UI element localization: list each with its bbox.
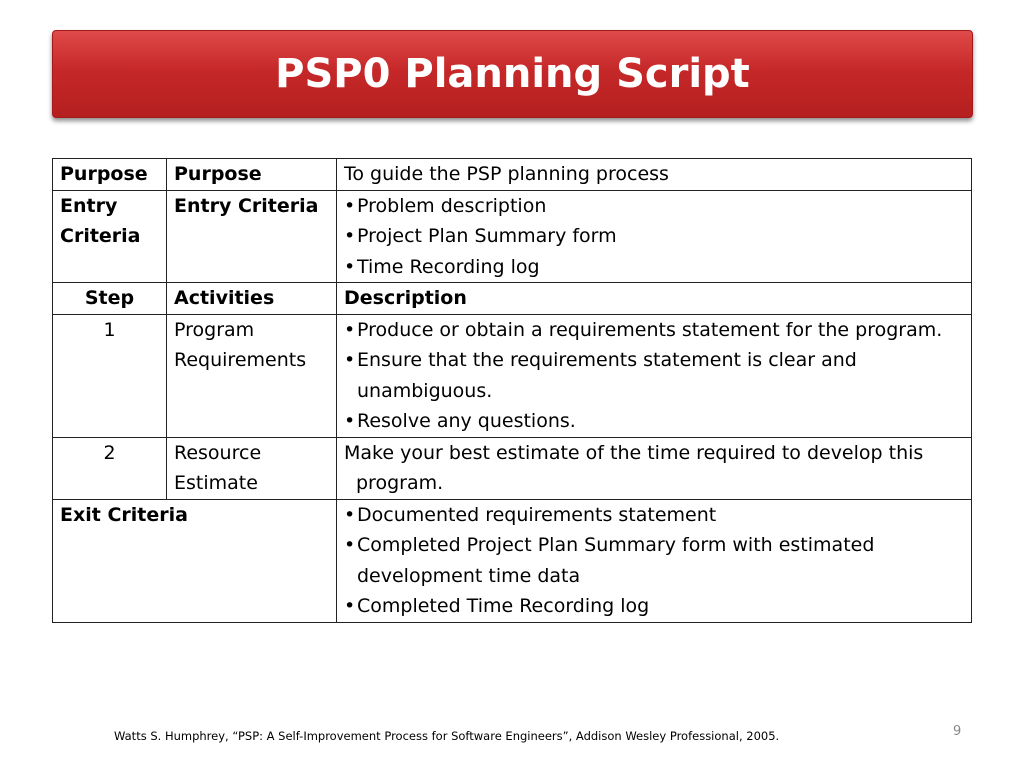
list-item: • Resolve any questions. [344, 406, 964, 437]
citation-footer: Watts S. Humphrey, “PSP: A Self-Improvement Process for Software Engineers”, Addison Wesley Professional, 2005. [114, 729, 780, 743]
exit-criteria-list [344, 500, 964, 622]
exit-criteria-label: Exit Criteria [53, 499, 337, 622]
planning-script-table [52, 158, 972, 623]
description-header: Description [337, 283, 972, 315]
step-description-text: Make your best estimate of the time required to develop this program. [344, 441, 924, 494]
slide-title: PSP0 Planning Script [275, 51, 750, 97]
step-description [337, 437, 972, 499]
step-number: 2 [53, 437, 167, 499]
entry-criteria-label: Entry Criteria [53, 190, 167, 283]
list-item: • Ensure that the requirements statement is clear and unambiguous. [344, 345, 964, 406]
list-item: • Problem description [344, 191, 964, 222]
exit-criteria-cell [337, 499, 972, 622]
purpose-description: To guide the PSP planning process [337, 159, 972, 191]
step-row-2 [53, 437, 972, 499]
entry-criteria-list [344, 191, 964, 283]
purpose-label: Purpose [53, 159, 167, 191]
exit-criteria-row [53, 499, 972, 622]
purpose-row [53, 159, 972, 191]
list-item: • Completed Time Recording log [344, 591, 964, 622]
activities-header: Activities [167, 283, 337, 315]
list-item: • Documented requirements statement [344, 500, 964, 531]
purpose-label-2: Purpose [167, 159, 337, 191]
title-banner [52, 30, 973, 118]
step-header-row [53, 283, 972, 315]
step-activity: Resource Estimate [167, 437, 337, 499]
page-number: 9 [953, 724, 962, 739]
step-header: Step [53, 283, 167, 315]
step-activity: Program Requirements [167, 314, 337, 437]
list-item: • Produce or obtain a requirements statement for the program. [344, 315, 964, 346]
step-number: 1 [53, 314, 167, 437]
list-item: • Project Plan Summary form [344, 221, 964, 252]
entry-criteria-row [53, 190, 972, 283]
entry-criteria-cell [337, 190, 972, 283]
step-row-1 [53, 314, 972, 437]
list-item: • Time Recording log [344, 252, 964, 283]
list-item: • Completed Project Plan Summary form with estimated development time data [344, 530, 964, 591]
step-description-cell [337, 314, 972, 437]
step-description-list [344, 315, 964, 437]
entry-criteria-label-2: Entry Criteria [167, 190, 337, 283]
